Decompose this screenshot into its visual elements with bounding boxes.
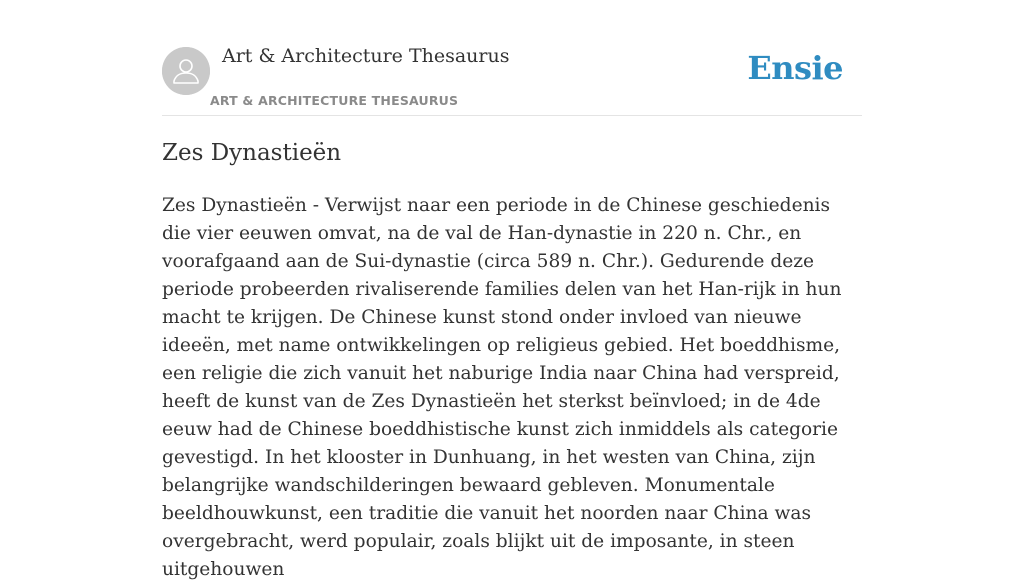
article-body: Zes Dynastieën - Verwijst naar een periode in de Chinese geschiedenis die vier eeuwen omvat, na de val de Han-dynastie in 220 n. Chr., en voorafgaand aan de Sui-dynastie (circa 589 n. Chr.). Gedurende deze periode probeerden rivaliserende families delen van het Han-rijk in hun macht te krijgen. De Chinese kunst stond onder invloed van nieuwe ideeën, met name ontwikkelingen op religieus gebied. Het boeddhisme, een religie die zich vanuit het naburige India naar China had verspreid, heeft de kunst van de Zes Dynastieën het sterkst beïnvloed; in de 4de eeuw had de Chinese boeddhistische kunst zich inmiddels als categorie gevestigd. In het klooster in Dunhuang, in het westen van China, zijn belangrijke wandschilderingen bewaard gebleven. Monumentale beeldhouwkunst, een traditie die vanuit het noorden naar China was overgebracht, werd populair, zoals blijkt uit de imposante, in steen uitgehouwen (162, 195, 842, 580)
author-name[interactable]: Art & Architecture Thesaurus (222, 45, 510, 67)
user-avatar-icon[interactable] (162, 47, 210, 95)
article-container (162, 0, 862, 580)
site-logo[interactable]: Ensie (747, 49, 843, 87)
article-title: Zes Dynastieën (162, 140, 342, 166)
author-subtitle[interactable]: ART & ARCHITECTURE THESAURUS (210, 93, 459, 108)
article-header (162, 0, 862, 116)
user-silhouette-icon (162, 47, 210, 95)
